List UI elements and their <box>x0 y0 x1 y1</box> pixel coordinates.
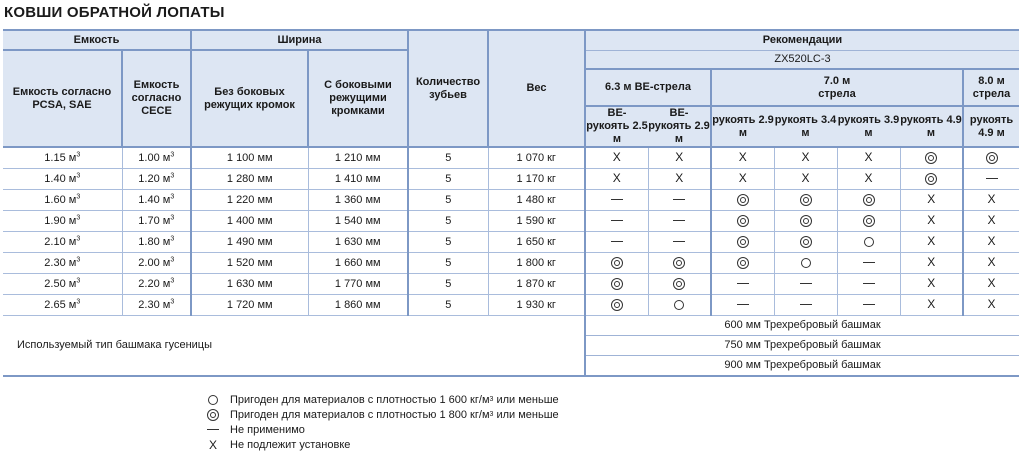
cell-cece <box>122 295 191 316</box>
cross-mark: X <box>987 213 996 227</box>
cell-mark-5 <box>837 232 900 253</box>
cell-pcsa-value: 2.50 м <box>44 277 77 290</box>
header-arm-3: рукоять 2.9 м <box>711 106 774 147</box>
cell-pcsa-value: 2.30 м <box>44 256 77 269</box>
cell-w2 <box>308 295 408 316</box>
double-circle-icon <box>925 173 937 185</box>
double-circle-icon <box>925 152 937 164</box>
legend-suffix: или меньше <box>493 393 559 406</box>
cell-cece-value: 2.00 м <box>138 256 171 269</box>
cell-mark-1 <box>585 253 648 274</box>
cell-mark-6 <box>900 147 963 169</box>
legend-text: Пригоден для материалов с плотностью 1 600 кг/м <box>230 393 490 406</box>
cell-mark-2 <box>648 147 711 169</box>
shoe-type-1: 600 мм Трехребровый башмак <box>585 316 1019 336</box>
cell-w2-value: 1 210 мм <box>334 151 381 164</box>
dash-icon <box>673 220 685 221</box>
table-row <box>3 211 1019 232</box>
double-circle-icon <box>673 257 685 269</box>
table-row <box>3 190 1019 211</box>
cell-cece <box>122 253 191 274</box>
cross-mark: X <box>208 437 217 452</box>
dash-icon <box>863 304 875 305</box>
cell-w1 <box>191 211 308 232</box>
cell-w2-value: 1 860 мм <box>334 298 381 311</box>
cell-weight-value: 1 930 кг <box>516 298 556 311</box>
cell-w2-value: 1 660 мм <box>334 256 381 269</box>
cell-weight <box>488 253 585 274</box>
header-boom-1: 6.3 м BE-стрела <box>585 69 711 106</box>
header-capacity-pcsa: Емкость согласно PCSA, SAE <box>3 50 122 147</box>
cell-cece <box>122 232 191 253</box>
cubic-superscript: 3 <box>76 171 81 179</box>
cell-weight <box>488 295 585 316</box>
cubic-superscript: 3 <box>170 297 175 305</box>
cell-teeth-value: 5 <box>445 214 452 227</box>
cross-mark: X <box>801 150 810 164</box>
cell-pcsa <box>3 169 122 190</box>
cross-mark: X <box>987 234 996 248</box>
cell-mark-7 <box>963 274 1019 295</box>
cell-mark-5 <box>837 253 900 274</box>
cell-cece <box>122 147 191 169</box>
header-arm-2: BE-рукоять 2.9 м <box>648 107 710 145</box>
table-row <box>3 232 1019 253</box>
double-circle-icon <box>800 194 812 206</box>
circle-icon <box>674 300 684 310</box>
legend-text: Пригоден для материалов с плотностью 1 800 кг/м <box>230 408 490 421</box>
cell-w1-value: 1 720 мм <box>226 298 273 311</box>
cell-w2-value: 1 770 мм <box>334 277 381 290</box>
cell-w1 <box>191 147 308 169</box>
cell-w1-value: 1 220 мм <box>226 193 273 206</box>
cubic-superscript: 3 <box>76 255 81 263</box>
header-recommendations: Рекомендации <box>585 30 1019 50</box>
cell-mark-2 <box>648 274 711 295</box>
cell-pcsa-value: 1.90 м <box>44 214 77 227</box>
cell-weight <box>488 232 585 253</box>
dash-icon <box>673 241 685 242</box>
cell-weight <box>488 190 585 211</box>
cell-mark-1 <box>585 232 648 253</box>
table-row <box>3 253 1019 274</box>
cell-mark-4 <box>774 232 837 253</box>
double-circle-icon <box>986 152 998 164</box>
legend-item: Пригоден для материалов с плотностью 1 600 кг/м 3 или меньше <box>204 392 559 407</box>
cell-w2 <box>308 190 408 211</box>
cell-mark-2 <box>648 295 711 316</box>
cell-cece-value: 1.80 м <box>138 235 171 248</box>
cell-weight <box>488 169 585 190</box>
cell-pcsa <box>3 295 122 316</box>
cubic-superscript: 3 <box>170 150 175 158</box>
cell-mark-1 <box>585 169 648 190</box>
cubic-superscript: 3 <box>76 276 81 284</box>
cell-weight <box>488 147 585 169</box>
cross-mark: X <box>675 171 684 185</box>
cubic-superscript: 3 <box>76 297 81 305</box>
double-circle-icon <box>611 257 623 269</box>
cell-mark-6 <box>900 190 963 211</box>
cell-pcsa <box>3 147 122 169</box>
cell-mark-7 <box>963 232 1019 253</box>
cell-weight <box>488 274 585 295</box>
cell-teeth-value: 5 <box>445 277 452 290</box>
cross-mark: X <box>987 192 996 206</box>
cell-mark-6 <box>900 232 963 253</box>
cell-mark-6 <box>900 274 963 295</box>
header-boom-3: 8.0 м стрела <box>963 69 1019 106</box>
cell-mark-2 <box>648 211 711 232</box>
legend-item <box>204 422 559 437</box>
cubic-superscript: 3 <box>170 171 175 179</box>
cross-mark: X <box>801 171 810 185</box>
cubic-superscript: 3 <box>76 234 81 242</box>
cross-mark: X <box>738 150 747 164</box>
cell-cece-value: 2.20 м <box>138 277 171 290</box>
cubic-superscript: 3 <box>170 276 175 284</box>
cell-teeth <box>408 211 488 232</box>
dash-icon <box>863 283 875 284</box>
double-circle-icon <box>611 299 623 311</box>
cell-w2 <box>308 232 408 253</box>
dash-icon <box>737 283 749 284</box>
cell-w2-value: 1 630 мм <box>334 235 381 248</box>
cell-w1-value: 1 630 мм <box>226 277 273 290</box>
dash-icon <box>737 304 749 305</box>
cell-mark-4 <box>774 274 837 295</box>
cell-teeth-value: 5 <box>445 172 452 185</box>
shoe-type-3: 900 мм Трехребровый башмак <box>585 356 1019 377</box>
cell-cece-value: 1.40 м <box>138 193 171 206</box>
shoe-type-label: Используемый тип башмака гусеницы <box>3 316 585 377</box>
cell-teeth-value: 5 <box>445 298 452 311</box>
double-circle-icon <box>800 215 812 227</box>
cell-w1-value: 1 400 мм <box>226 214 273 227</box>
cell-mark-3 <box>711 274 774 295</box>
cell-w1 <box>191 253 308 274</box>
cell-w1-value: 1 280 мм <box>226 172 273 185</box>
cubic-superscript: 3 <box>170 255 175 263</box>
cell-mark-3 <box>711 232 774 253</box>
cross-mark: X <box>927 213 936 227</box>
cubic-superscript: 3 <box>76 192 81 200</box>
cubic-superscript: 3 <box>170 234 175 242</box>
cross-mark: X <box>612 150 621 164</box>
cross-mark: X <box>927 255 936 269</box>
table-row <box>3 274 1019 295</box>
legend-symbol <box>204 409 222 421</box>
cell-teeth-value: 5 <box>445 151 452 164</box>
cell-mark-3 <box>711 147 774 169</box>
cell-w1 <box>191 169 308 190</box>
cross-mark: X <box>987 255 996 269</box>
cell-mark-7 <box>963 253 1019 274</box>
header-capacity: Емкость <box>3 30 191 50</box>
cross-mark: X <box>927 297 936 311</box>
cell-mark-5 <box>837 169 900 190</box>
dash-icon <box>863 262 875 263</box>
cubic-superscript: 3 <box>170 213 175 221</box>
cell-cece <box>122 169 191 190</box>
cell-mark-4 <box>774 295 837 316</box>
cell-pcsa-value: 1.40 м <box>44 172 77 185</box>
cell-mark-5 <box>837 211 900 232</box>
cell-w1 <box>191 190 308 211</box>
cell-pcsa <box>3 190 122 211</box>
cell-teeth-value: 5 <box>445 193 452 206</box>
cell-pcsa-value: 1.60 м <box>44 193 77 206</box>
cross-mark: X <box>675 150 684 164</box>
dash-icon <box>611 241 623 242</box>
cell-mark-1 <box>585 147 648 169</box>
cell-mark-7 <box>963 211 1019 232</box>
legend-symbol <box>204 395 222 405</box>
bucket-spec-table <box>3 29 1019 377</box>
cell-mark-6 <box>900 211 963 232</box>
double-circle-icon <box>207 409 219 421</box>
legend-item: Пригоден для материалов с плотностью 1 800 кг/м 3 или меньше <box>204 407 559 422</box>
cell-mark-6 <box>900 295 963 316</box>
circle-icon <box>864 237 874 247</box>
cell-pcsa-value: 1.15 м <box>44 151 77 164</box>
cell-pcsa <box>3 232 122 253</box>
cell-mark-3 <box>711 253 774 274</box>
dash-icon <box>207 429 219 430</box>
header-arm-6: рукоять 4.9 м <box>900 106 963 147</box>
header-weight: Вес <box>488 30 585 147</box>
dash-icon <box>800 304 812 305</box>
double-circle-icon <box>737 257 749 269</box>
cubic-superscript: 3 <box>76 213 81 221</box>
header-capacity-cece: Емкость согласно CECE <box>122 50 191 147</box>
cell-mark-5 <box>837 274 900 295</box>
cell-weight-value: 1 070 кг <box>516 151 556 164</box>
cell-weight-value: 1 800 кг <box>516 256 556 269</box>
cell-pcsa-value: 2.10 м <box>44 235 77 248</box>
cell-mark-7 <box>963 295 1019 316</box>
cell-w2-value: 1 360 мм <box>334 193 381 206</box>
cell-pcsa <box>3 253 122 274</box>
cell-w1 <box>191 274 308 295</box>
cell-cece-value: 1.00 м <box>138 151 171 164</box>
cell-mark-4 <box>774 190 837 211</box>
cell-weight-value: 1 590 кг <box>516 214 556 227</box>
cell-mark-3 <box>711 295 774 316</box>
cell-weight-value: 1 870 кг <box>516 277 556 290</box>
cell-mark-1 <box>585 211 648 232</box>
cross-mark: X <box>987 276 996 290</box>
header-width-with: С боковыми режущими кромками <box>308 50 408 147</box>
legend-symbol <box>204 429 222 430</box>
cell-w2 <box>308 211 408 232</box>
cell-w1-value: 1 520 мм <box>226 256 273 269</box>
legend <box>204 392 559 452</box>
dash-icon <box>673 199 685 200</box>
double-circle-icon <box>611 278 623 290</box>
cell-teeth <box>408 190 488 211</box>
cubic-superscript: 3 <box>76 150 81 158</box>
cell-mark-4 <box>774 253 837 274</box>
cell-pcsa-value: 2.65 м <box>44 298 77 311</box>
cell-weight <box>488 211 585 232</box>
cell-mark-7 <box>963 147 1019 169</box>
cell-cece <box>122 211 191 232</box>
cell-mark-7 <box>963 190 1019 211</box>
double-circle-icon <box>737 215 749 227</box>
header-arm-7: рукоять 4.9 м <box>963 106 1019 147</box>
cross-mark: X <box>927 234 936 248</box>
cell-w1-value: 1 100 мм <box>226 151 273 164</box>
header-boom-2: 7.0 м стрела <box>711 69 963 106</box>
cell-teeth <box>408 253 488 274</box>
cell-weight-value: 1 170 кг <box>516 172 556 185</box>
cell-cece <box>122 274 191 295</box>
header-arm-5: рукоять 3.9 м <box>837 106 900 147</box>
circle-icon <box>801 258 811 268</box>
double-circle-icon <box>737 236 749 248</box>
cell-teeth-value: 5 <box>445 235 452 248</box>
cell-mark-3 <box>711 190 774 211</box>
double-circle-icon <box>863 215 875 227</box>
table-row <box>3 169 1019 190</box>
circle-icon <box>208 395 218 405</box>
cell-teeth <box>408 147 488 169</box>
cross-mark: X <box>927 276 936 290</box>
cell-w2 <box>308 169 408 190</box>
cell-mark-2 <box>648 253 711 274</box>
legend-suffix: или меньше <box>493 408 559 421</box>
cell-mark-6 <box>900 253 963 274</box>
header-arm-4: рукоять 3.4 м <box>774 106 837 147</box>
cell-mark-2 <box>648 190 711 211</box>
cell-w1-value: 1 490 мм <box>226 235 273 248</box>
header-width-without: Без боковых режущих кромок <box>191 50 308 147</box>
cross-mark: X <box>927 192 936 206</box>
dash-icon <box>611 220 623 221</box>
cell-cece <box>122 190 191 211</box>
cross-mark: X <box>738 171 747 185</box>
cell-teeth <box>408 232 488 253</box>
cell-w2-value: 1 540 мм <box>334 214 381 227</box>
shoe-type-2: 750 мм Трехребровый башмак <box>585 336 1019 356</box>
header-teeth: Количество зубьев <box>408 30 488 147</box>
cell-pcsa <box>3 211 122 232</box>
cell-w1 <box>191 295 308 316</box>
cell-mark-4 <box>774 147 837 169</box>
header-arm-1: BE-рукоять 2.5 м <box>586 107 648 145</box>
cell-mark-2 <box>648 232 711 253</box>
cell-weight-value: 1 480 кг <box>516 193 556 206</box>
table-row <box>3 147 1019 169</box>
cell-mark-5 <box>837 190 900 211</box>
legend-symbol <box>204 438 222 452</box>
table-row <box>3 295 1019 316</box>
cell-w2 <box>308 253 408 274</box>
double-circle-icon <box>863 194 875 206</box>
cell-cece-value: 1.20 м <box>138 172 171 185</box>
cell-teeth <box>408 169 488 190</box>
cell-weight-value: 1 650 кг <box>516 235 556 248</box>
header-width: Ширина <box>191 30 408 50</box>
cell-mark-1 <box>585 190 648 211</box>
dash-icon <box>611 199 623 200</box>
cubic-superscript: 3 <box>170 192 175 200</box>
cell-mark-2 <box>648 169 711 190</box>
cross-mark: X <box>864 150 873 164</box>
header-model: ZX520LC-3 <box>585 50 1019 69</box>
cell-cece-value: 1.70 м <box>138 214 171 227</box>
cell-mark-1 <box>585 274 648 295</box>
page-title: КОВШИ ОБРАТНОЙ ЛОПАТЫ <box>4 4 225 21</box>
cell-teeth-value: 5 <box>445 256 452 269</box>
cell-cece-value: 2.30 м <box>138 298 171 311</box>
dash-icon <box>986 178 998 179</box>
cell-teeth <box>408 274 488 295</box>
double-circle-icon <box>800 236 812 248</box>
cross-mark: X <box>612 171 621 185</box>
cell-mark-5 <box>837 147 900 169</box>
cell-w2-value: 1 410 мм <box>334 172 381 185</box>
legend-text: Не подлежит установке <box>230 438 351 451</box>
cell-mark-4 <box>774 169 837 190</box>
cell-w2 <box>308 147 408 169</box>
cross-mark: X <box>864 171 873 185</box>
cell-w1 <box>191 232 308 253</box>
cross-mark: X <box>987 297 996 311</box>
dash-icon <box>800 283 812 284</box>
cell-mark-4 <box>774 211 837 232</box>
double-circle-icon <box>673 278 685 290</box>
cell-teeth <box>408 295 488 316</box>
cell-mark-7 <box>963 169 1019 190</box>
cell-pcsa <box>3 274 122 295</box>
cell-mark-1 <box>585 295 648 316</box>
cell-mark-3 <box>711 169 774 190</box>
cell-mark-3 <box>711 211 774 232</box>
legend-text: Не применимо <box>230 423 305 436</box>
cell-w2 <box>308 274 408 295</box>
legend-item <box>204 437 559 452</box>
cell-mark-5 <box>837 295 900 316</box>
cell-mark-6 <box>900 169 963 190</box>
double-circle-icon <box>737 194 749 206</box>
